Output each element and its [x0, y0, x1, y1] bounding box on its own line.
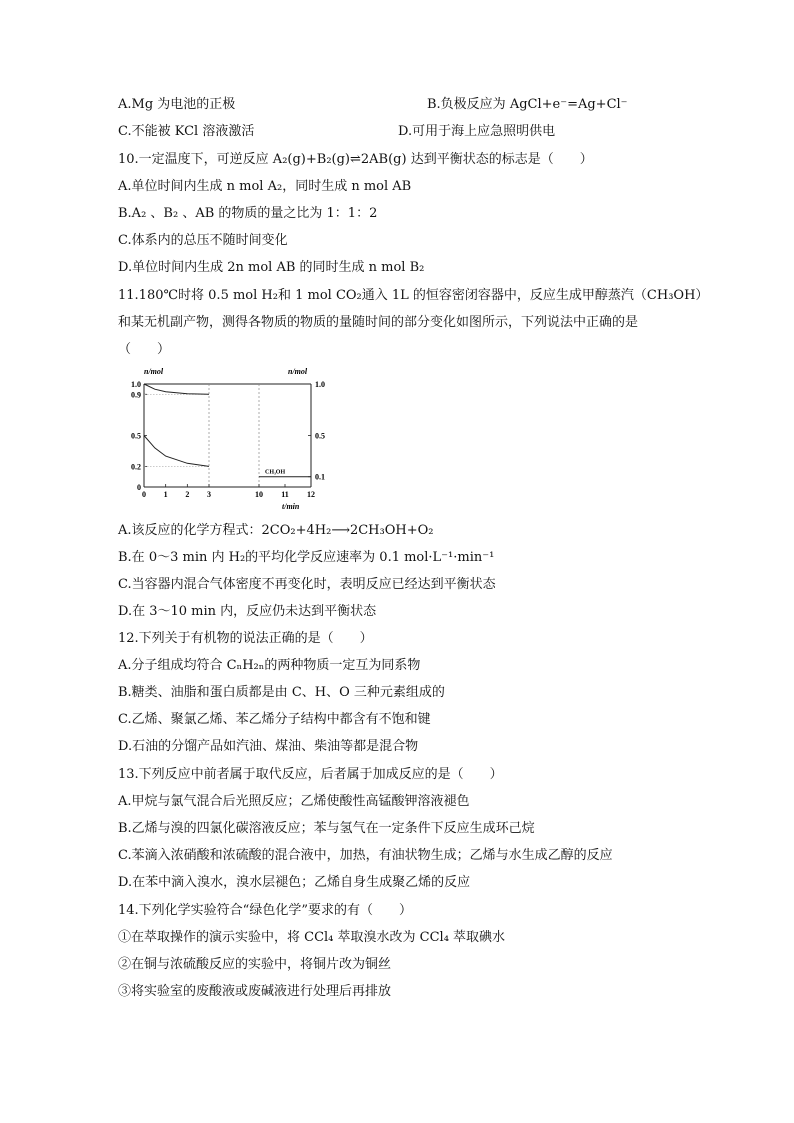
q12-option-d: D.石油的分馏产品如汽油、煤油、柴油等都是混合物 — [118, 739, 419, 754]
q10-option-b: B.A₂ 、B₂ 、AB 的物质的量之比为 1：1：2 — [118, 206, 378, 221]
q10-option-d: D.单位时间内生成 2n mol AB 的同时生成 n mol B₂ — [118, 260, 425, 275]
x-tick-label: 1 — [163, 490, 168, 499]
q10-option-c: C.体系内的总压不随时间变化 — [118, 233, 288, 248]
q12-option-b: B.糖类、油脂和蛋白质都是由 C、H、O 三种元素组成的 — [118, 685, 445, 700]
y-tick-label-right: 0.1 — [315, 472, 325, 482]
q9-option-c: C.不能被 KCl 溶液激活 — [118, 124, 255, 139]
y-tick-label-left: 0.9 — [131, 390, 141, 400]
series-line-1 — [144, 384, 209, 394]
y-tick-label-right: 0.5 — [315, 431, 325, 441]
q9-option-d: D.可用于海上应急照明供电 — [398, 124, 556, 139]
series-line-2 — [144, 436, 209, 467]
left-axis-label: n/mol — [144, 367, 164, 376]
x-tick-label: 12 — [307, 490, 315, 499]
x-axis-label: t/min — [282, 502, 300, 511]
x-tick-label: 10 — [255, 490, 263, 499]
q11-option-d: D.在 3～10 min 内，反应仍未达到平衡状态 — [118, 604, 377, 619]
y-tick-label-left: 0 — [137, 483, 141, 492]
q12-stem: 12.下列关于有机物的说法正确的是（ ） — [118, 631, 373, 646]
q12-option-a: A.分子组成均符合 CₙH₂ₙ的两种物质一定互为同系物 — [118, 658, 421, 673]
y-tick-label-left: 0.2 — [131, 462, 141, 472]
q9-option-a: A.Mg 为电池的正极 — [118, 97, 236, 112]
ch3oh-annotation: CH₃OH — [265, 469, 286, 476]
q13-option-c: C.苯滴入浓硝酸和浓硫酸的混合液中，加热，有油状物生成；乙烯与水生成乙醇的反应 — [118, 848, 613, 863]
right-axis-label: n/mol — [288, 367, 308, 376]
q10-stem: 10.一定温度下，可逆反应 A₂(g)+B₂(g)⇌2AB(g) 达到平衡状态的标志是（ ） — [118, 152, 593, 167]
y-tick-label-right: 1.0 — [315, 380, 325, 389]
q12-option-c: C.乙烯、聚氯乙烯、苯乙烯分子结构中都含有不饱和键 — [118, 712, 431, 727]
q9-option-b: B.负极反应为 AgCl+e⁻=Ag+Cl⁻ — [427, 97, 628, 112]
y-tick-label-left: 1.0 — [131, 380, 141, 389]
y-tick-label-left: 0.5 — [131, 431, 141, 441]
x-tick-label: 11 — [281, 490, 289, 499]
q10-option-a: A.单位时间内生成 n mol A₂，同时生成 n mol AB — [118, 179, 412, 194]
q11-stem-line2: 和某无机副产物，测得各物质的物质的量随时间的部分变化如图所示，下列说法中正确的是 — [118, 315, 639, 330]
q13-option-b: B.乙烯与溴的四氯化碳溶液反应；苯与氢气在一定条件下反应生成环己烷 — [118, 821, 535, 836]
q14-item-1: ①在萃取操作的演示实验中，将 CCl₄ 萃取溴水改为 CCl₄ 萃取碘水 — [118, 930, 506, 945]
q13-option-d: D.在苯中滴入溴水，溴水层褪色；乙烯自身生成聚乙烯的反应 — [118, 875, 471, 890]
q14-item-3: ③将实验室的废酸液或废碱液进行处理后再排放 — [118, 984, 392, 999]
x-tick-label: 3 — [207, 490, 211, 499]
x-tick-label: 0 — [142, 490, 146, 499]
q11-stem-line3: （ ） — [118, 342, 171, 357]
q11-chart — [116, 362, 334, 512]
q14-stem: 14.下列化学实验符合“绿色化学”要求的有（ ） — [118, 903, 412, 918]
q13-option-a: A.甲烷与氯气混合后光照反应；乙烯使酸性高锰酸钾溶液褪色 — [118, 794, 470, 809]
q11-option-a: A.该反应的化学方程式：2CO₂+4H₂⟶2CH₃OH+O₂ — [118, 523, 434, 538]
q11-option-b: B.在 0～3 min 内 H₂的平均化学反应速率为 0.1 mol·L⁻¹·min⁻¹ — [118, 550, 495, 565]
x-tick-label: 2 — [185, 490, 190, 499]
q14-item-2: ②在铜与浓硫酸反应的实验中，将铜片改为铜丝 — [118, 957, 392, 972]
q11-option-c: C.当容器内混合气体密度不再变化时，表明反应已经达到平衡状态 — [118, 577, 496, 592]
q13-stem: 13.下列反应中前者属于取代反应，后者属于加成反应的是（ ） — [118, 767, 503, 782]
q11-stem-line1: 11.180℃时将 0.5 mol H₂和 1 mol CO₂通入 1L 的恒容密闭容器中，反应生成甲醇蒸汽（CH₃OH） — [118, 288, 709, 303]
